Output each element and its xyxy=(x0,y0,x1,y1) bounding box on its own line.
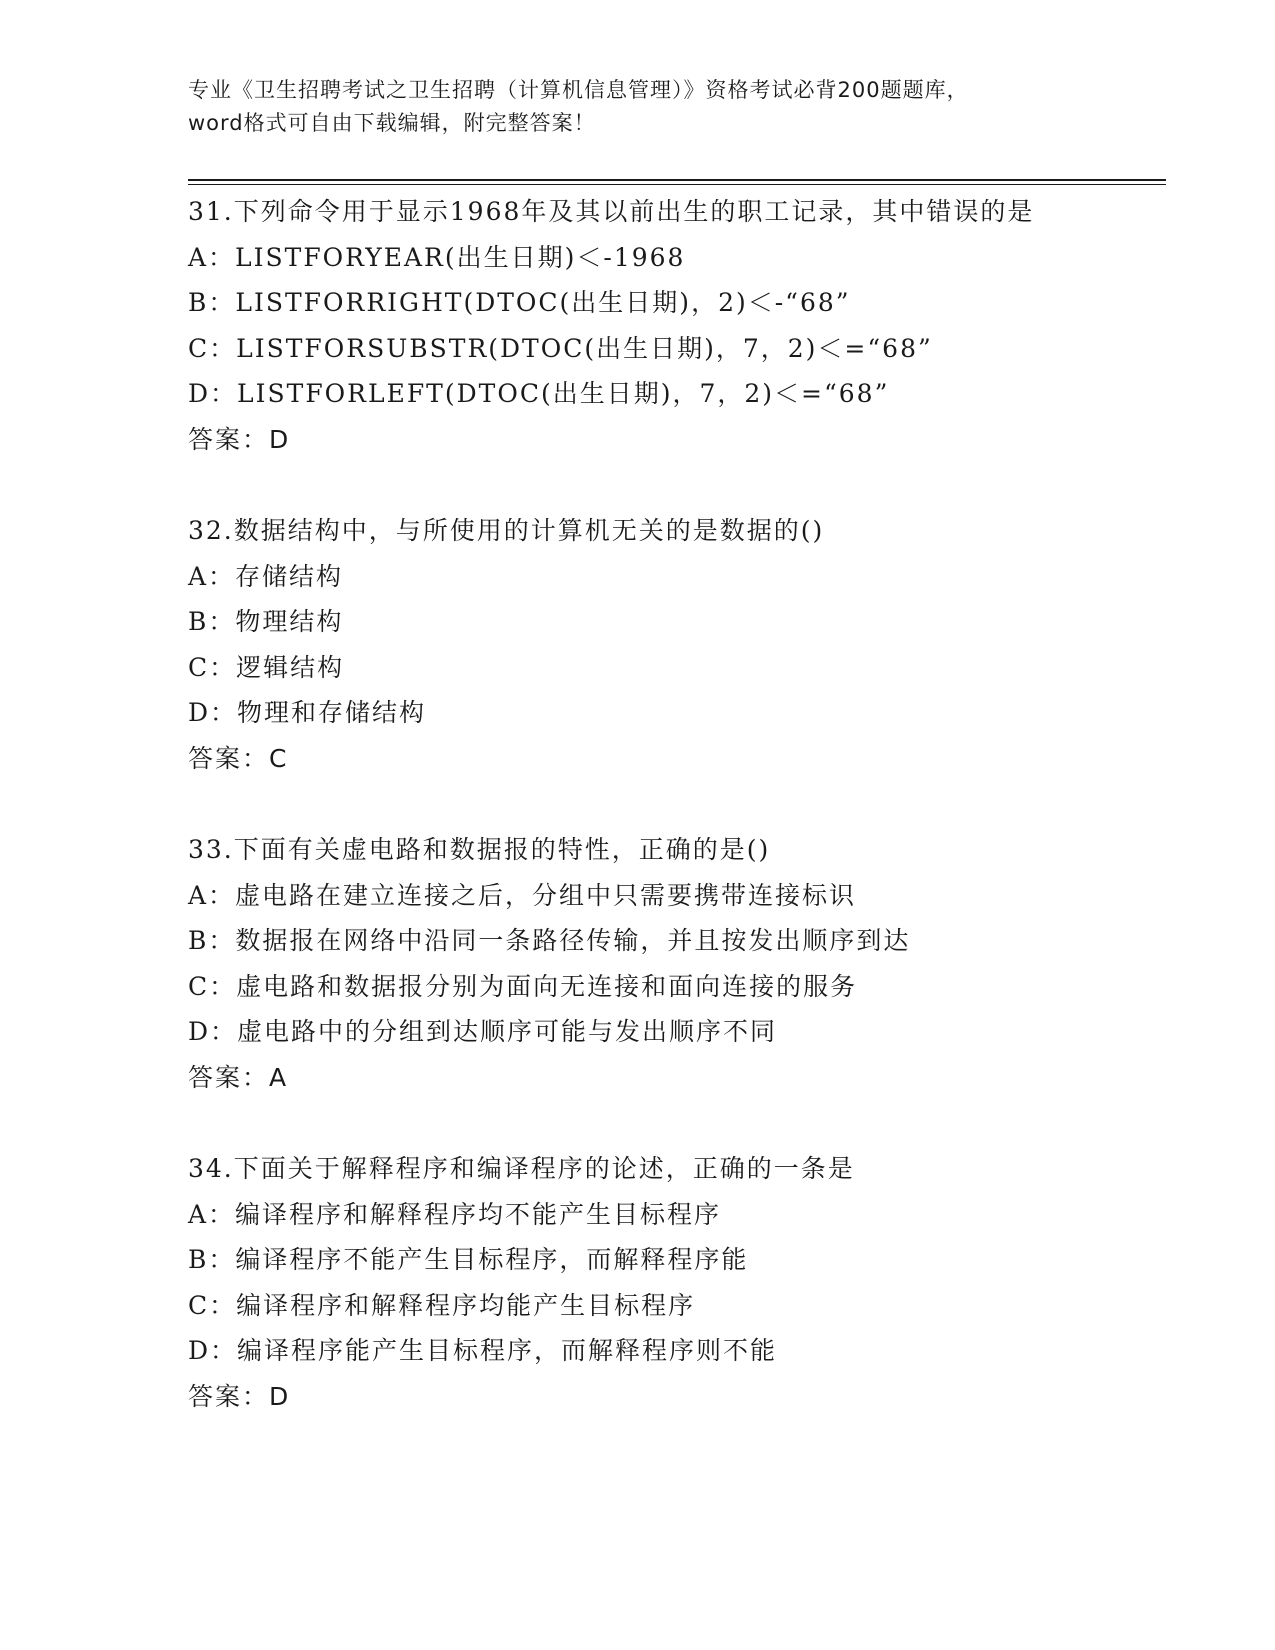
question-34 xyxy=(188,1146,1168,1419)
answer-label: 答案：D xyxy=(188,1381,291,1411)
option-b: B：物理结构 xyxy=(188,607,344,636)
answer-label: 答案：A xyxy=(188,1062,289,1092)
option-b: B：LISTFORRIGHT(DTOC(出生日期)，2)＜-“68” xyxy=(188,288,851,317)
option-a: A：LISTFORYEAR(出生日期)＜-1968 xyxy=(188,242,686,272)
document-header xyxy=(188,74,1088,140)
question-stem: 32.数据结构中，与所使用的计算机无关的是数据的() xyxy=(188,516,825,545)
option-c: C：虚电路和数据报分别为面向无连接和面向连接的服务 xyxy=(188,971,858,1001)
header-line-2: word格式可自由下载编辑，附完整答案！ xyxy=(188,111,596,135)
option-b: B：编译程序不能产生目标程序，而解释程序能 xyxy=(188,1245,749,1274)
option-d: D：物理和存储结构 xyxy=(188,698,427,727)
option-d: D：LISTFORLEFT(DTOC(出生日期)，7，2)＜=“68” xyxy=(188,379,890,408)
question-stem: 33.下面有关虚电路和数据报的特性，正确的是() xyxy=(188,835,771,864)
question-31 xyxy=(188,189,1168,462)
header-rule-thin xyxy=(188,184,1166,185)
option-a: A：虚电路在建立连接之后，分组中只需要携带连接标识 xyxy=(188,880,857,910)
option-a: A：编译程序和解释程序均不能产生目标程序 xyxy=(188,1199,722,1229)
question-33 xyxy=(188,827,1168,1100)
option-c: C：编译程序和解释程序均能产生目标程序 xyxy=(188,1290,696,1320)
question-list xyxy=(188,189,1168,1465)
option-c: C：逻辑结构 xyxy=(188,652,345,682)
answer-label: 答案：C xyxy=(188,743,289,773)
header-line-1: 专业《卫生招聘考试之卫生招聘（计算机信息管理）》资格考试必背200题题库， xyxy=(188,78,969,102)
option-c: C：LISTFORSUBSTR(DTOC(出生日期)，7，2)＜=“68” xyxy=(188,333,933,363)
question-stem: 31.下列命令用于显示1968年及其以前出生的职工记录，其中错误的是 xyxy=(188,197,1035,226)
answer-label: 答案：D xyxy=(188,424,291,454)
header-rule-thick xyxy=(188,179,1166,181)
option-d: D：虚电路中的分组到达顺序可能与发出顺序不同 xyxy=(188,1017,778,1046)
option-a: A：存储结构 xyxy=(188,561,344,591)
question-stem: 34.下面关于解释程序和编译程序的论述，正确的一条是 xyxy=(188,1154,855,1183)
option-d: D：编译程序能产生目标程序，而解释程序则不能 xyxy=(188,1336,778,1365)
option-b: B：数据报在网络中沿同一条路径传输，并且按发出顺序到达 xyxy=(188,926,911,955)
question-32 xyxy=(188,508,1168,781)
